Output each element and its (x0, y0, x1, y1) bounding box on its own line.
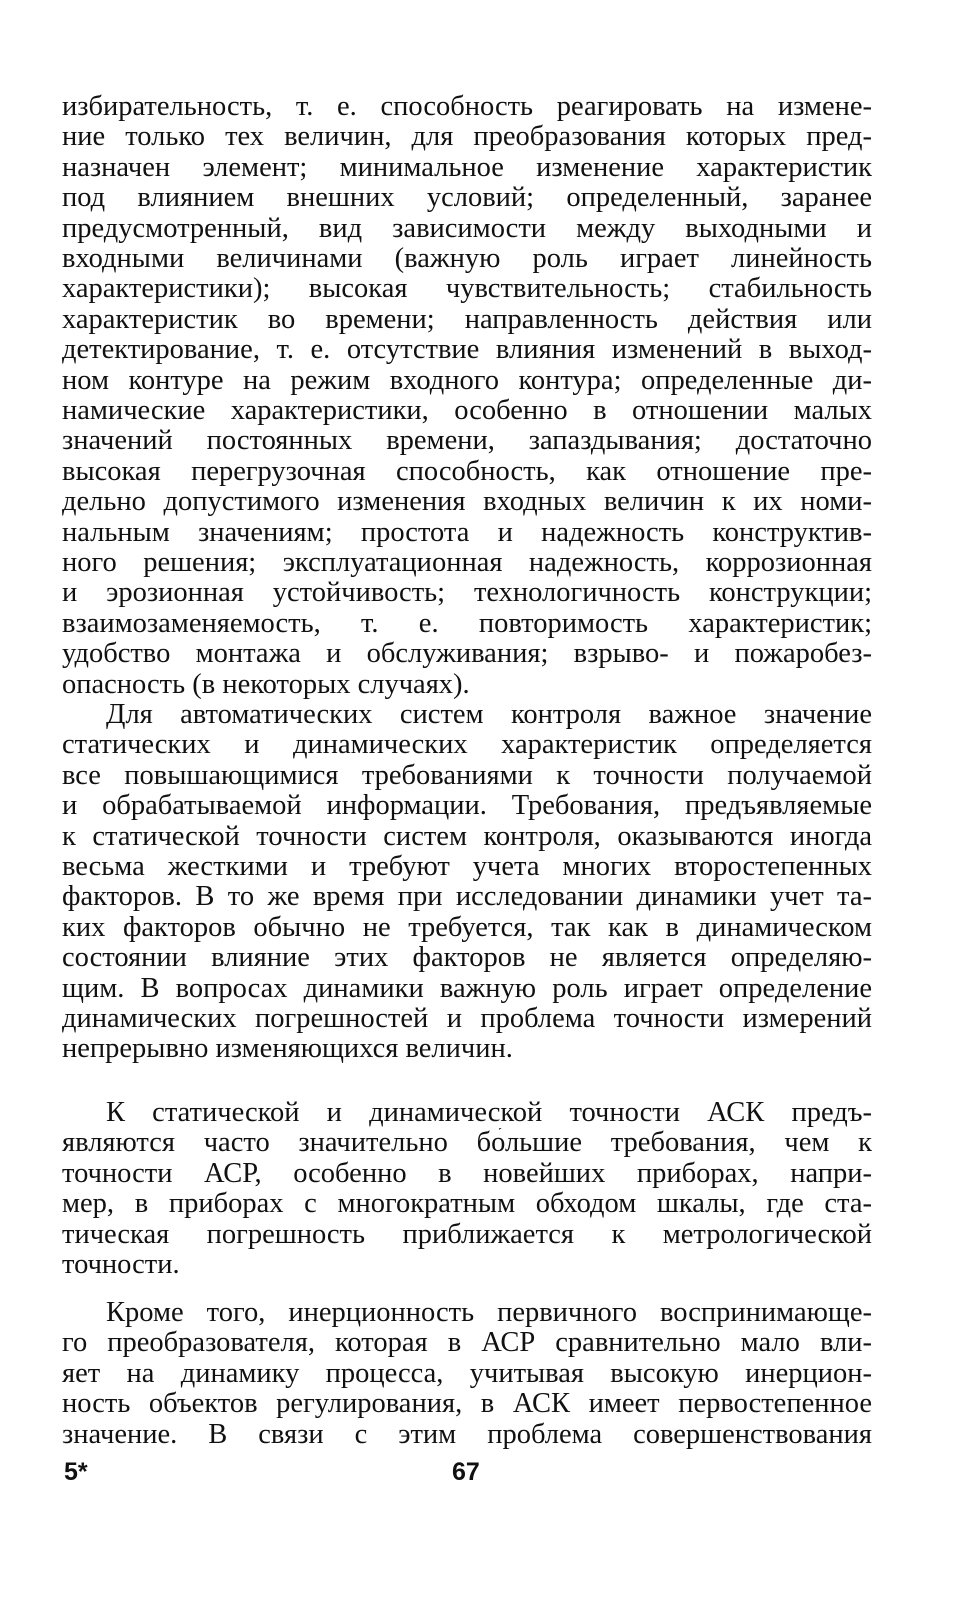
text-line: и обрабатываемой информации. Требования, предъявляемые (62, 791, 872, 822)
text-line: предусмотренный, вид зависимости между выходными и (62, 213, 872, 244)
text-line: статических и динамических характеристик определяется (62, 730, 872, 761)
text-line: динамических погрешностей и проблема точности измерений (62, 1004, 872, 1034)
text-line: ность объектов регулирования, в АСК имеет первостепенное (62, 1389, 872, 1420)
text-line: состоянии влияние этих факторов не является определяю- (62, 943, 872, 974)
page-number: 67 (452, 1458, 480, 1486)
text-line: значение. В связи с этим проблема совершенствования (62, 1419, 872, 1450)
text-line: точности. (62, 1250, 180, 1280)
text-line: факторов. В то же время при исследовании динамики учет та- (62, 882, 872, 913)
text-line: непрерывно изменяющихся величин. (62, 1034, 513, 1065)
text-line: яет на динамику процесса, учитывая высокую инерцион- (62, 1358, 872, 1389)
text-line: удобство монтажа и обслуживания; взрыво- и пожаробез- (62, 639, 872, 670)
text-line: точности АСР, особенно в новейших приборах, напри- (62, 1158, 872, 1189)
text-line: намические характеристики, особенно в отношении малых (62, 396, 872, 426)
text-line: являются часто значительно бо́льшие требования, чем к (62, 1128, 872, 1159)
text-line: высокая перегрузочная способность, как отношение пре- (62, 456, 872, 487)
text-line: все повышающимися требованиями к точности получаемой (62, 760, 872, 791)
text-line: и эрозионная устойчивость; технологичность конструкции; (62, 578, 872, 609)
text-line: К статической и динамической точности АСК предъ- (106, 1098, 872, 1128)
text-line: ние только тех величин, для преобразования которых пред- (62, 122, 872, 153)
text-line: го преобразователя, которая в АСР сравнительно мало вли- (62, 1328, 872, 1359)
text-line: значений постоянных времени, запаздывания; достаточно (62, 426, 872, 457)
signature-mark: 5* (64, 1458, 88, 1486)
text-line: к статической точности систем контроля, оказываются иногда (62, 821, 872, 852)
text-line: детектирование, т. е. отсутствие влияния изменений в выход- (62, 335, 872, 366)
text-line: ном контуре на режим входного контура; определенные ди- (62, 365, 872, 396)
text-line: опасность (в некоторых случаях). (62, 669, 470, 700)
text-line: входными величинами (важную роль играет линейность (62, 244, 872, 274)
text-line: щим. В вопросах динамики важную роль играет определение (62, 973, 872, 1004)
text-line: назначен элемент; минимальное изменение характеристик (62, 152, 872, 183)
text-line: избирательность, т. е. способность реагировать на измене- (62, 92, 872, 122)
text-line: ного решения; эксплуатационная надежность, коррозионная (62, 548, 872, 578)
text-line: дельно допустимого изменения входных величин к их номи- (62, 487, 872, 518)
text-line: характеристики); высокая чувствительность; стабильность (62, 274, 872, 305)
text-line: тическая погрешность приближается к метрологической (62, 1219, 872, 1250)
text-line: нальным значениям; простота и надежность конструктив- (62, 517, 872, 548)
text-line: ких факторов обычно не требуется, так как в динамическом (62, 912, 872, 943)
text-line: характеристик во времени; направленность действия или (62, 304, 872, 335)
text-line: весьма жесткими и требуют учета многих второстепенных (62, 852, 872, 882)
text-line: мер, в приборах с многократным обходом шкалы, где ста- (62, 1189, 872, 1220)
text-line: Для автоматических систем контроля важное значение (106, 700, 872, 730)
text-line: под влиянием внешних условий; определенный, заранее (62, 183, 872, 214)
text-line: взаимозаменяемость, т. е. повторимость характеристик; (62, 608, 872, 639)
text-line: Кроме того, инерционность первичного воспринимающе- (106, 1298, 872, 1328)
